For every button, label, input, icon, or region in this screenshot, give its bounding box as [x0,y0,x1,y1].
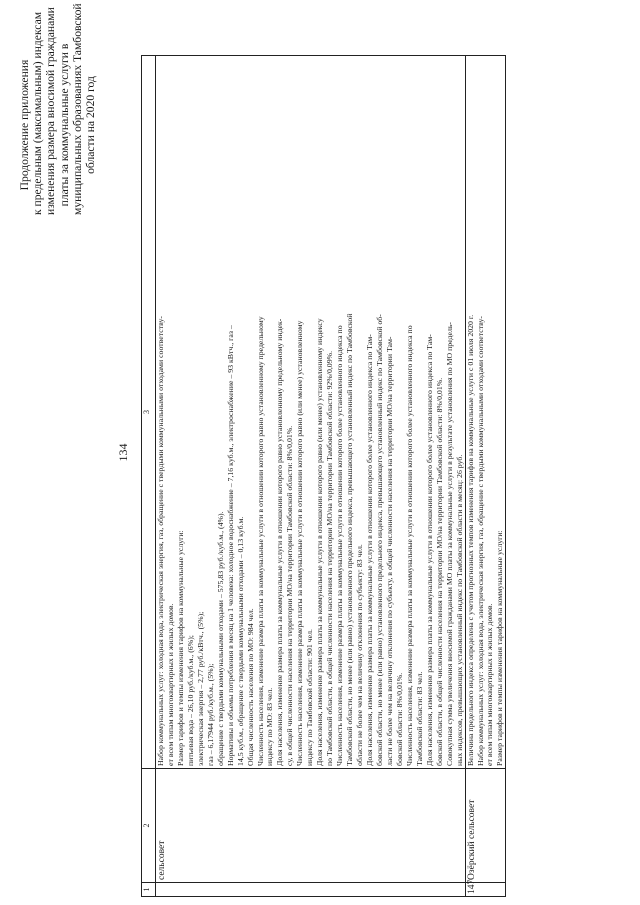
description-line: Размер тарифов и темпы изменения тарифов на коммунальные услуги: [495,530,505,766]
description-line: газ – 6,17944 руб./куб.м., (5%); [205,663,215,766]
description-line: Численность населения, изменение размера платы за коммунальные услуги в отношении которого равно (или менее) установленному [295,320,305,766]
table-row [156,56,466,897]
description-line: Размер тарифов и темпы изменения тарифов на коммунальные услуги: [175,530,185,766]
description-line: Величина предельного индекса определена с учетом прогнозных темпов изменения тарифов на коммунальные услуги с 01 июля 2020 г. [465,314,475,766]
description-line: Набор коммунальных услуг: холодная вода, электрическая энергия, газ, обращение с твердыми коммунальными отходами соответству- [475,315,485,766]
description-line: Доля населения, изменение размера платы за коммунальные услуги в отношении которого более установленного индекса по Там- [365,334,375,766]
description-line: Тамбовской области, но менее (или равно) установленного предельного индекса, превышающего установленный индекс по Тамбовской [345,313,355,766]
heading-line: Продолжение приложения [18,59,31,191]
municipality-name: сельсовет [156,769,466,883]
description-line: бовской области, в общей численности населения на территории МО/на территории Тамбовской области: 8%/0,01%. [434,377,444,766]
description-line: Нормативы и объемы потребления в месяц на 1 человека: холодное водоснабжение – 7,16 куб.м., электроснабжение – 93 кВтч., газ – [225,325,235,766]
col-header-number: 1 [142,883,156,897]
description-line: области не более чем на величину отклонения по субъекту: 83 чел. [355,544,365,766]
row-description [156,56,466,769]
appendix-heading [18,3,98,215]
description-line: обращение с твердыми коммунальными отходами – 575,83 руб./куб.м., (4%). [215,511,225,766]
table-header-row [142,56,156,897]
description-line: Доля населения, изменение размера платы за коммунальные услуги в отношении которого более установленного индекса по Там- [424,334,434,766]
row-number: 147 [465,883,506,897]
heading-line: к предельным (максимальным) индексам [31,11,45,215]
description-line: Тамбовской области: 83 чел. [414,671,424,766]
description-line: бовской области: 8%/0,01%. [394,672,404,766]
municipality-name: Озёрский сельсовет [465,769,506,883]
tariff-table [141,55,506,897]
heading-line: области на 2020 год [84,76,98,174]
table-row [465,56,506,897]
description-line: Доля населения, изменение размера платы за коммунальные услуги в отношении которого равно (или менее) установленному индексу [315,318,325,766]
description-line: Набор коммунальных услуг: холодная вода, электрическая энергия, газ, обращение с твердыми коммунальными отходами соответству- [156,315,165,766]
description-line: электрическая энергия – 2,77 руб./кВтч., (5%); [195,611,205,766]
description-line: су, в общей численности населения на территории МО/на территории Тамбовской области: 8%/0,01%. [285,425,295,766]
description-line: Общая численность населения по МО: 984 чел. [245,608,255,766]
description-line: ет всем типам многоквартирных и жилых домов. [485,603,495,766]
description-line: Численность населения, изменение размера платы за коммунальные услуги в отношении которого более установленного индекса по [404,325,414,766]
description-line: индексу по Тамбовской области: 901 чел. [305,629,315,766]
col-header-description: 3 [142,56,156,769]
description-line: Численность населения, изменение размера платы за коммунальные услуги в отношении которого более установленного индекса по [335,325,345,766]
col-header-name: 2 [142,769,156,883]
row-description [465,56,506,769]
description-line: питьевая вода – 26,10 руб./куб.м., (6%); [185,635,195,766]
heading-line: изменения размера вносимой гражданами [44,7,58,215]
description-line: ет всем типам многоквартирных и жилых домов. [165,603,175,766]
description-line: 14,5 куб.м., обращение с твердыми коммунальными отходами – 0,13 куб.м. [235,516,245,766]
description-line: бовской области, но менее (или равно) установленного предельного индекса, превышающего установленный индекс по Тамбовской об- [374,314,384,766]
row-number [156,883,466,897]
description-line: индексу по МО: 83 чел. [265,687,275,766]
description-line: Совокупная сумма увеличения вносимой гражданами МО платы за коммунальные услуги в результате установления по МО предель- [444,321,454,766]
heading-line: муниципальных образованиях Тамбовской [70,3,84,215]
description-line: Численность населения, изменение размера платы за коммунальные услуги в отношении которого равно установленному предельному [255,316,265,766]
heading-line: платы за коммунальные услуги в [57,43,71,207]
description-line: ных индексов, превышающих установленный индекс по Тамбовской области в месяц: 26 руб. [454,454,464,766]
description-line: Доля населения, изменение размера платы за коммунальные услуги в отношении которого равно установленному предельному индек- [275,318,285,766]
description-line: по Тамбовской области, в общей численности населения на территории МО/на территории Тамбовской области: 92%/0,09%. [325,350,335,766]
page-number: 134 [116,443,130,462]
description-line: ласти не более чем на величину отклонения по субъекту, в общей численности населения на территории МО/на территории Там- [384,336,394,766]
